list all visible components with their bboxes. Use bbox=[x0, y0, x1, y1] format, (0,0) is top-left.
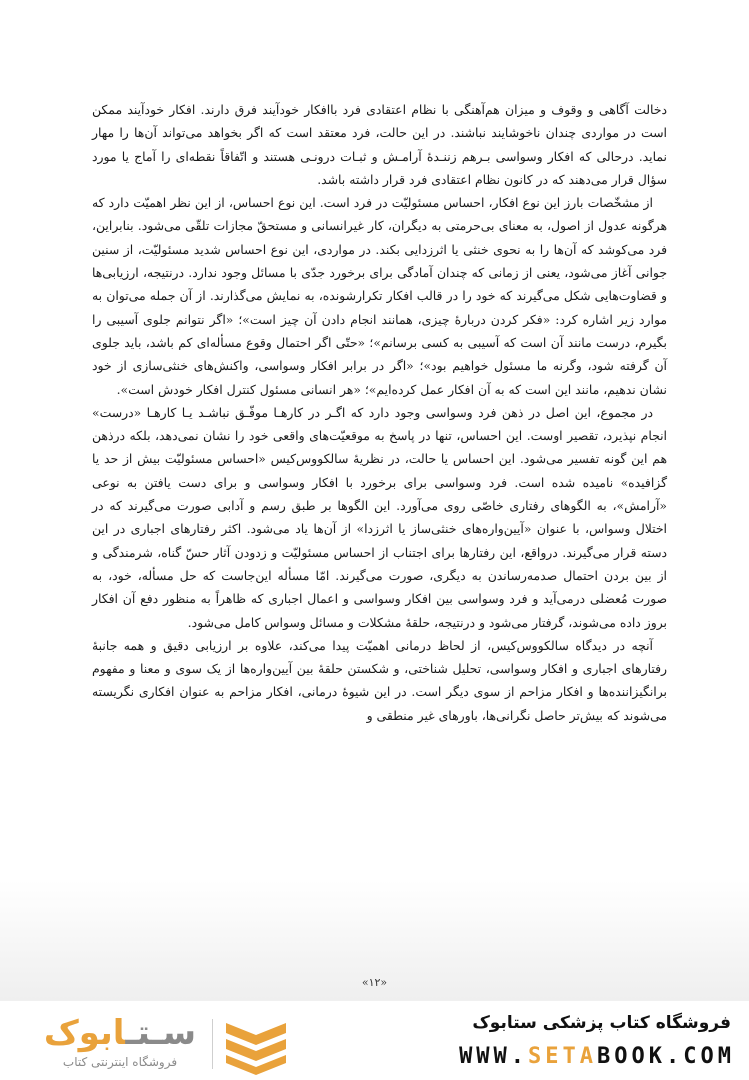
setabook-logo[interactable] bbox=[22, 1013, 292, 1073]
paragraph-2: از مشخّصات بارز این نوع افکار، احساس مسئولیّت در فرد است. این نوع احساس، از این نظر اهمیّت دارد که هرگونه عدول از اصول، به معنای بی‌حرمتی به دیگران، کار غیرانسانی و مستحقّ مجازات تلقّی می‌شود. بنابراین، فرد می‌کوشد که آن‌ها را به نحوی خنثی یا اثرزدایی بکند. در مواردی، این نوع احساس شدید مسئولیّت، از سنین جوانی آغاز می‌شود، یعنی از زمانی که چندان آمادگی برای برخورد جدّی با مسائل وجود ندارد. درنتیجه، ارزیابی‌ها و قضاوت‌هایی شکل می‌گیرند که خود را در قالب افکار تکرارشونده، به نمایش می‌گذارند. از آن جمله می‌توان به موارد زیر اشاره کرد: «فکر کردن دربارهٔ چیزی، همانند انجام دادن آن چیز است»؛ «اگر نتوانم جلوی آسیبی را بگیرم، درست مانند آن است که آسیبی به کسی برسانم»؛ «حتّی اگر احتمال وقوع مسأله‌ای کم باشد، باید جلوی آن گرفته شود، وگرنه ما مسئول خواهیم بود»؛ «اگر در برابر افکار وسواسی، واکنش‌های خنثی‌سازی از خود نشان ندهیم، مانند این است که به آن افکار عمل کرده‌ایم»؛ «هر انسانی مسئول کنترل افکار خودش است». bbox=[92, 195, 667, 397]
watermark-footer bbox=[0, 1000, 749, 1080]
logo-wordmark-orange: ابوک bbox=[43, 1013, 126, 1053]
logo-wordmark bbox=[40, 1013, 200, 1053]
logo-tagline: فروشگاه اینترنتی کتاب bbox=[62, 1055, 178, 1069]
paragraph-3: در مجموع، این اصل در ذهن فرد وسواسی وجود دارد که اگـر در کارهـا موفّـق نباشـد یـا کارهـا «درست» انجام نپذیرد، تقصیر اوست. این احساس، تنها در پاسخ به موقعیّت‌های واقعی خود را نشان نمی‌دهد، بلکه درذهن هم این گونه تفسیر می‌شود. این احساس یا حالت، در نظریهٔ سالکووس‌کیس «احساس مسئولیّت بیش از حد یا گزافیده» نامیده شده است. فرد وسواسی برای برخورد با افکار وسواسی و برای دست یافتن به نوعی «آرامش»، به الگوهای رفتاری خاصّی روی می‌آورد. این الگوها بر طبق رسم و آدابی صورت می‌گیرند که در اختلال وسواس، با عنوان «آیین‌واره‌های خنثی‌ساز یا اثرزدا» از آن‌ها یاد می‌شود. اکثر رفتارهای اجباری در این دسته قرار می‌گیرند. درواقع، این رفتارها برای اجتناب از احساس مسئولیّت و زدودن آثار حسّ گناه، شرمندگی و از بین بردن احتمال صدمه‌رساندن به دیگری، صورت می‌گیرند. امّا مسأله این‌جاست که حل مسأله، خود، به صورت مُعضلی درمی‌آید و فرد وسواسی بین افکار وسواسی و اعمال اجباری که ظاهراً به منظور دفع آن افکار بروز داده می‌شوند، گرفتار می‌شود و درنتیجه، حلقهٔ مشکلات و مسائل وسواس کامل می‌شود. bbox=[92, 404, 667, 630]
paragraph-1: دخالت آگاهی و وقوف و میزان هم‌آهنگی با نظام اعتقادی فرد باافکار خودآیند فرق دارند. افکار خودآیند ممکن است در مواردی چندان ناخوشایند نباشند. در این حالت، فرد معتقد است که اگر بخواهد می‌تواند آن‌ها را مهار نماید. درحالی که افکار وسواسی بـرهم زننـدهٔ آرامـش و ثبـات درونـی هستند و اتّفاقاً نقطه‌ای را آماج یا مورد سؤال قرار می‌دهند که در کانون نظام اعتقادی فرد قرار داشته باشد. bbox=[92, 102, 667, 187]
logo-wordmark-gray: سـتـ bbox=[125, 1013, 197, 1053]
store-url[interactable] bbox=[375, 1044, 735, 1069]
url-accent: SETA bbox=[528, 1044, 598, 1069]
logo-divider bbox=[212, 1019, 213, 1069]
url-prefix: WWW. bbox=[459, 1044, 529, 1069]
chevron-stack-icon bbox=[224, 1017, 288, 1075]
paragraph-4: آنچه در دیدگاه سالکووس‌کیس، از لحاظ درمانی اهمیّت پیدا می‌کند، علاوه بر ارزیابی دقیق و همه جانبهٔ رفتارهای اجباری و افکار وسواسی، تحلیل شناختی، و شکستن حلقهٔ بین آیین‌واره‌ها از یک سوی و معنا و مفهوم برانگیزاننده‌ها و افکار مزاحم از سوی دیگر است. در این شیوهٔ درمانی، افکار مزاحم به عنوان افکاری نگریسته می‌شوند که بیش‌تر حاصل نگرانی‌ها، باورهای غیر منطقی و bbox=[92, 637, 667, 723]
url-suffix: BOOK.COM bbox=[597, 1044, 735, 1069]
body-text bbox=[92, 98, 667, 727]
page-number: «۱۲» bbox=[361, 976, 388, 989]
store-name: فروشگاه کتاب پزشکی ستابوک bbox=[472, 1013, 731, 1033]
